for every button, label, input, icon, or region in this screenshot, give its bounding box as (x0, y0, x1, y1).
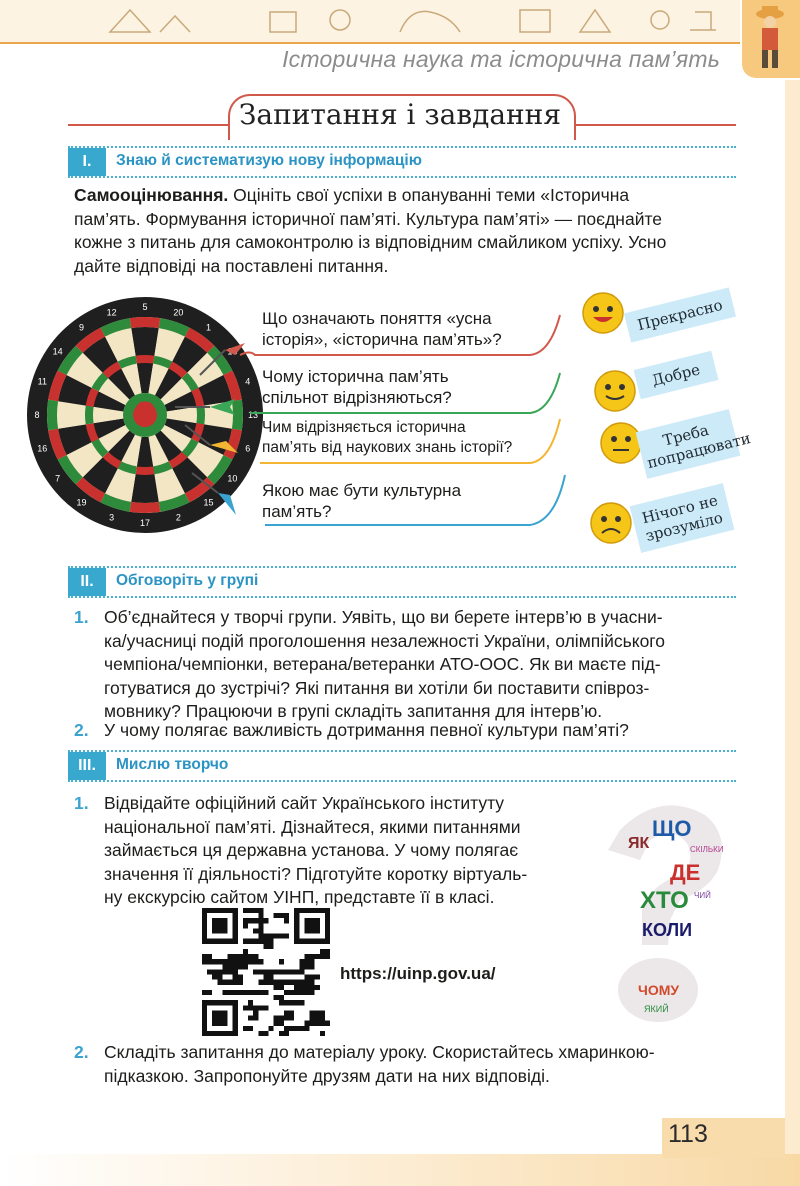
qr-module (315, 1016, 320, 1021)
qr-module (269, 939, 274, 944)
dartboard-number: 8 (34, 410, 40, 420)
intro-lead-word: Самооцінювання. (74, 185, 229, 205)
qr-module (274, 913, 279, 918)
qr-module (310, 1010, 315, 1015)
dartboard-number: 15 (203, 497, 214, 508)
qr-module (284, 980, 289, 985)
qr-module (274, 934, 279, 939)
qr-module (325, 949, 330, 954)
qr-module (269, 975, 274, 980)
qr-module (320, 949, 325, 954)
qr-module (279, 913, 284, 918)
qr-module (253, 1016, 258, 1021)
word-cloud-word: ЩО (652, 816, 692, 841)
qr-module (243, 918, 248, 923)
qr-module (299, 980, 304, 985)
qr-module (274, 995, 279, 1000)
qr-module (299, 959, 304, 964)
qr-module (284, 913, 289, 918)
dartboard-number: 10 (227, 473, 238, 484)
block2-item-2: У чому полягає важливість дотримання певної культури пам’яті? (104, 720, 629, 740)
qr-module (228, 964, 233, 969)
qr-module (253, 954, 258, 959)
dartboard-segment (85, 406, 94, 425)
qr-module (263, 918, 268, 923)
qr-module (284, 1016, 289, 1021)
item-number: 1. (74, 607, 89, 627)
dartboard-number: 20 (173, 307, 184, 318)
qr-module (222, 969, 227, 974)
roman-numeral-1: I. (68, 148, 106, 176)
qr-module (304, 959, 309, 964)
qr-module (279, 980, 284, 985)
qr-module (202, 959, 207, 964)
qr-module (253, 939, 258, 944)
qr-module (304, 990, 309, 995)
qr-module (294, 1000, 299, 1005)
qr-module (274, 980, 279, 985)
qr-module (248, 1026, 253, 1031)
dartboard-segment (47, 400, 58, 431)
qr-module (310, 1016, 315, 1021)
qr-module (269, 980, 274, 985)
qr-module (289, 990, 294, 995)
dartboard-number: 6 (245, 443, 251, 454)
word-cloud-word: ЧОМУ (638, 982, 680, 998)
word-cloud-question-mark (590, 790, 740, 1030)
qr-module (289, 980, 294, 985)
dartboard-number: 2 (175, 512, 181, 523)
qr-module (294, 985, 299, 990)
qr-module (222, 990, 227, 995)
qr-module (238, 959, 243, 964)
qr-module (279, 1000, 284, 1005)
qr-module (294, 969, 299, 974)
qr-module (279, 934, 284, 939)
qr-module (258, 934, 263, 939)
qr-module (320, 954, 325, 959)
qr-module (258, 928, 263, 933)
qr-module (248, 939, 253, 944)
qr-module (269, 969, 274, 974)
qr-module (263, 939, 268, 944)
block3-item-2: Складіть запитання до матеріалу уроку. Скористайтесь хмаринкою- підказкою. Запропонуйте друзям дати на них відповіді. (104, 1042, 655, 1086)
qr-module (289, 1000, 294, 1005)
qr-module (228, 969, 233, 974)
qr-module (310, 964, 315, 969)
qr-module (217, 969, 222, 974)
corner-tab (742, 0, 800, 78)
qr-module (263, 1031, 268, 1036)
intro-line: пам’ять. Формування історичної пам’яті. Культура пам’яті» — поєднайте (74, 208, 663, 229)
qr-module (310, 954, 315, 959)
qr-module (238, 954, 243, 959)
word-cloud-word: КОЛИ (642, 920, 693, 940)
qr-module (289, 1016, 294, 1021)
qr-module (222, 964, 227, 969)
qr-module (304, 954, 309, 959)
dartboard-number: 3 (109, 512, 115, 523)
qr-module (279, 959, 284, 964)
block-heading-2 (68, 566, 736, 598)
qr-module (202, 990, 207, 995)
question-4: Якою має бути культурна пам’ять? (262, 481, 462, 521)
intro-line: Самооцінювання. Оцініть свої успіхи в опануванні теми «Історична (74, 185, 630, 205)
qr-module (299, 985, 304, 990)
qr-module (243, 990, 248, 995)
dartboard-number: 9 (79, 322, 85, 333)
qr-module (207, 959, 212, 964)
dartboard-number: 11 (37, 376, 47, 387)
qr-module (217, 980, 222, 985)
qr-module (304, 975, 309, 980)
qr-module (310, 959, 315, 964)
word-cloud-word: ЧИЙ (694, 891, 711, 900)
qr-module (243, 939, 248, 944)
section-title: Запитання і завдання (238, 98, 562, 131)
qr-module (299, 964, 304, 969)
qr-module (315, 1010, 320, 1015)
qr-module (315, 1021, 320, 1026)
qr-module (253, 928, 258, 933)
dartboard-number: 4 (245, 376, 251, 387)
qr-module (212, 975, 217, 980)
roman-numeral-2: II. (68, 568, 106, 596)
qr-module (233, 975, 238, 980)
qr-module (320, 1016, 325, 1021)
qr-module (238, 980, 243, 985)
qr-module (284, 990, 289, 995)
badge-good: Добре (634, 351, 719, 399)
qr-code[interactable] (202, 908, 330, 1036)
dartboard-segment (196, 406, 205, 425)
running-head: Історична наука та історична пам’ять (282, 46, 720, 72)
dartboard-number: 1 (205, 322, 211, 333)
badge-excellent: Прекрасно (624, 287, 736, 342)
qr-module (263, 1005, 268, 1010)
qr-module (320, 1021, 325, 1026)
word-cloud-word: СКІЛЬКИ (690, 845, 724, 854)
page-number: 113 (668, 1120, 708, 1148)
qr-module (207, 954, 212, 959)
qr-module (248, 908, 253, 913)
qr-module (310, 980, 315, 985)
qr-module (258, 923, 263, 928)
qr-module (310, 990, 315, 995)
qr-module (258, 939, 263, 944)
qr-module (238, 975, 243, 980)
qr-module (284, 1000, 289, 1005)
intro-line: дайте відповіді на поставлені питання. (74, 255, 389, 276)
qr-module (253, 969, 258, 974)
qr-module (217, 975, 222, 980)
qr-module (228, 980, 233, 985)
qr-module (248, 1005, 253, 1010)
qr-module (233, 990, 238, 995)
intro-paragraph (74, 184, 738, 278)
item-number: 2. (74, 720, 89, 740)
word-cloud-word: ЯКИЙ (644, 1004, 669, 1014)
qr-module (269, 934, 274, 939)
dartboard-center-mark: ? (134, 394, 156, 435)
qr-module (258, 980, 263, 985)
header-icons-strip (100, 2, 720, 38)
badge-not-understood: Нічого не зрозуміло (630, 483, 735, 553)
qr-module (274, 1016, 279, 1021)
qr-module (284, 1026, 289, 1031)
qr-module (310, 985, 315, 990)
qr-module (320, 1031, 325, 1036)
qr-module (304, 964, 309, 969)
dartboard-number: 7 (55, 473, 61, 484)
qr-module (248, 1000, 253, 1005)
word-cloud-word: ДЕ (670, 860, 701, 885)
qr-module (243, 923, 248, 928)
qr-module (279, 995, 284, 1000)
qr-module (299, 1026, 304, 1031)
qr-module (238, 964, 243, 969)
qr-module (243, 949, 248, 954)
item-number: 2. (74, 1042, 89, 1062)
block-heading-1 (68, 146, 736, 178)
dartboard-number: 14 (52, 346, 63, 357)
url-link[interactable]: https://uinp.gov.ua/ (340, 964, 496, 983)
qr-module (248, 1016, 253, 1021)
qr-module (263, 969, 268, 974)
question-1: Що означають поняття «усна історія», «історична пам’ять»? (262, 309, 502, 349)
qr-module (299, 990, 304, 995)
qr-module (258, 969, 263, 974)
qr-module (253, 918, 258, 923)
qr-module (243, 964, 248, 969)
footer-band (0, 1154, 800, 1186)
qr-module (289, 969, 294, 974)
block-title-2: Обговоріть у групі (116, 572, 259, 589)
qr-module (299, 969, 304, 974)
qr-module (284, 1031, 289, 1036)
qr-module (263, 975, 268, 980)
qr-module (304, 1026, 309, 1031)
qr-module (258, 918, 263, 923)
qr-module (269, 944, 274, 949)
qr-module (279, 985, 284, 990)
qr-module (294, 1026, 299, 1031)
explorer-icon (742, 0, 800, 78)
qr-module (228, 959, 233, 964)
qr-module (248, 918, 253, 923)
qr-module (263, 980, 268, 985)
qr-module (289, 1010, 294, 1015)
qr-module (212, 959, 217, 964)
qr-module (258, 913, 263, 918)
dartboard-number: 13 (247, 410, 259, 420)
qr-module (207, 990, 212, 995)
question-2: Чому історична пам’ять спільнот відрізняються? (262, 367, 452, 407)
qr-module (207, 969, 212, 974)
qr-module (274, 969, 279, 974)
qr-module (304, 918, 319, 933)
qr-module (243, 908, 248, 913)
qr-module (258, 990, 263, 995)
smiley-confused-icon (588, 500, 634, 546)
qr-module (325, 1021, 330, 1026)
question-3: Чим відрізняється історична пам’ять від наукових знань історії? (262, 419, 513, 456)
qr-module (243, 954, 248, 959)
dartboard-segment (136, 355, 155, 364)
qr-module (279, 1031, 284, 1036)
qr-module (274, 1021, 279, 1026)
qr-module (248, 990, 253, 995)
side-strip (785, 80, 800, 1186)
badge-need-work: Треба попрацювати (636, 409, 741, 479)
qr-module (212, 1010, 227, 1025)
qr-module (222, 980, 227, 985)
qr-module (243, 1005, 248, 1010)
qr-module (243, 959, 248, 964)
block-title-3: Мислю творчо (116, 756, 229, 773)
qr-module (233, 980, 238, 985)
qr-module (253, 990, 258, 995)
qr-module (279, 1021, 284, 1026)
dartboard-number: 5 (142, 302, 148, 312)
qr-module (253, 959, 258, 964)
dartboard-number: 16 (37, 443, 48, 454)
qr-module (253, 1005, 258, 1010)
qr-module (304, 985, 309, 990)
dartboard-segment (130, 317, 161, 328)
qr-module (263, 944, 268, 949)
qr-module (258, 908, 263, 913)
qr-module (202, 954, 207, 959)
header-band (0, 0, 740, 44)
qr-module (212, 918, 227, 933)
qr-module (315, 954, 320, 959)
dartboard-segment (232, 400, 243, 431)
qr-module (253, 908, 258, 913)
roman-numeral-3: III. (68, 752, 106, 780)
smiley-good-icon (592, 368, 638, 414)
block3-item-1: Відвідайте офіційний сайт Українського інституту національної пам’яті. Дізнайтеся, якими питаннями займається ця державна установа. У чому полягає значення її діяльності? Підготуйте коротку віртуаль- ну екскурсію сайтом УІНП, представте її в класі. (104, 793, 528, 907)
dartboard-number: 12 (106, 307, 117, 318)
dartboard-segment (136, 466, 155, 475)
qr-module (325, 954, 330, 959)
qr-module (289, 1026, 294, 1031)
dartboard-segment (130, 502, 161, 513)
block-title-1: Знаю й систематизую нову інформацію (116, 152, 422, 169)
qr-module (294, 990, 299, 995)
qr-module (310, 1021, 315, 1026)
qr-module (269, 1026, 274, 1031)
word-cloud-word: ХТО (640, 887, 689, 914)
block-heading-3 (68, 750, 736, 782)
item-number: 1. (74, 793, 89, 813)
qr-module (304, 980, 309, 985)
qr-module (294, 980, 299, 985)
qr-module (217, 959, 222, 964)
qr-module (248, 954, 253, 959)
qr-module (222, 959, 227, 964)
qr-module (253, 1010, 258, 1015)
qr-module (258, 959, 263, 964)
dartboard-number: 17 (139, 518, 151, 528)
qr-module (274, 985, 279, 990)
qr-module (258, 1031, 263, 1036)
block2-item-1: Об’єднайтеся у творчі групи. Уявіть, що ви берете інтерв’ю в учасни- ка/учасниці подій проголошення незалежності України, олімпійського чемпіона/чемпіонки, ветерана/ветеранки АТО-ООС. Як ви маєте під- готуватися до зустрічі? Які питання ви хотіли би поставити співроз- мовнику? Працюючи в групі складіть запитання для інтерв’ю. (104, 607, 666, 721)
qr-module (233, 954, 238, 959)
qr-module (284, 918, 289, 923)
smiley-excellent-icon (580, 290, 626, 336)
qr-module (233, 959, 238, 964)
qr-module (243, 1026, 248, 1031)
qr-module (248, 959, 253, 964)
qr-module (228, 954, 233, 959)
qr-module (233, 964, 238, 969)
qr-module (315, 975, 320, 980)
dartboard-number: 19 (76, 497, 87, 508)
word-cloud-word: ЯК (628, 835, 650, 852)
qr-module (279, 969, 284, 974)
qr-module (304, 1021, 309, 1026)
qr-module (258, 1005, 263, 1010)
qr-module (299, 1000, 304, 1005)
smiley-need-work-icon (598, 420, 644, 466)
qr-module (284, 969, 289, 974)
intro-line: кожне з питань для самоконтролю із відповідним смайликом успіху. Усно (74, 232, 667, 252)
qr-module (238, 990, 243, 995)
qr-module (284, 934, 289, 939)
qr-module (228, 990, 233, 995)
qr-module (320, 1010, 325, 1015)
qr-module (263, 990, 268, 995)
qr-module (310, 975, 315, 980)
qr-module (279, 1016, 284, 1021)
qr-module (263, 934, 268, 939)
qr-module (233, 969, 238, 974)
qr-module (315, 985, 320, 990)
qr-module (212, 969, 217, 974)
qr-module (284, 1010, 289, 1015)
